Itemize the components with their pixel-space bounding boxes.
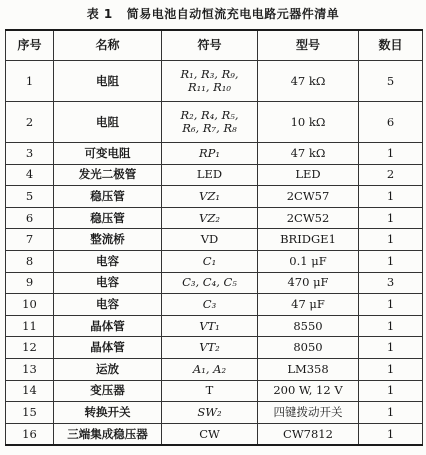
component-quantity: 1 <box>359 250 423 272</box>
component-quantity: 1 <box>359 186 423 208</box>
component-symbol: A₁, A₂ <box>162 358 258 380</box>
row-index: 10 <box>6 294 54 316</box>
component-name: 电阻 <box>54 61 162 102</box>
component-quantity: 2 <box>359 164 423 186</box>
component-quantity: 1 <box>359 380 423 402</box>
component-table <box>5 29 423 446</box>
row-index: 14 <box>6 380 54 402</box>
component-model: 0.1 μF <box>258 250 359 272</box>
symbol-line: R₆, R₇, R₈ <box>182 121 237 135</box>
table-row <box>6 164 423 186</box>
component-name: 电容 <box>54 272 162 294</box>
component-symbol: VT₂ <box>162 337 258 359</box>
component-model: 四键拨动开关 <box>258 402 359 424</box>
component-name: 稳压管 <box>54 186 162 208</box>
component-model: 10 kΩ <box>258 102 359 143</box>
component-model: 47 μF <box>258 294 359 316</box>
component-quantity: 5 <box>359 61 423 102</box>
header-quantity: 数目 <box>359 30 423 61</box>
row-index: 2 <box>6 102 54 143</box>
component-name: 整流桥 <box>54 229 162 251</box>
table-number: 表 1 <box>86 7 113 21</box>
component-symbol: C₁ <box>162 250 258 272</box>
row-index: 15 <box>6 402 54 424</box>
component-symbol: RP₁ <box>162 143 258 165</box>
component-model: 200 W, 12 V <box>258 380 359 402</box>
component-name: 电阻 <box>54 102 162 143</box>
row-index: 13 <box>6 358 54 380</box>
component-symbol: C₃, C₄, C₅ <box>162 272 258 294</box>
component-quantity: 6 <box>359 102 423 143</box>
table-row <box>6 380 423 402</box>
table-body <box>6 61 423 446</box>
table-caption <box>0 5 426 22</box>
component-name: 三端集成稳压器 <box>54 423 162 445</box>
component-quantity: 1 <box>359 294 423 316</box>
header-model: 型号 <box>258 30 359 61</box>
table-row <box>6 423 423 445</box>
component-symbol <box>162 61 258 102</box>
table-row <box>6 102 423 143</box>
table-row <box>6 402 423 424</box>
table-row <box>6 272 423 294</box>
table-row <box>6 229 423 251</box>
component-quantity: 1 <box>359 315 423 337</box>
component-model: BRIDGE1 <box>258 229 359 251</box>
component-name: 转换开关 <box>54 402 162 424</box>
row-index: 4 <box>6 164 54 186</box>
component-name: 变压器 <box>54 380 162 402</box>
table-row <box>6 358 423 380</box>
component-quantity: 1 <box>359 207 423 229</box>
table-title: 简易电池自动恒流充电电路元器件清单 <box>126 7 340 21</box>
component-name: 晶体管 <box>54 315 162 337</box>
component-model: LM358 <box>258 358 359 380</box>
header-name: 名称 <box>54 30 162 61</box>
header-index: 序号 <box>6 30 54 61</box>
table-row <box>6 337 423 359</box>
component-symbol <box>162 102 258 143</box>
component-symbol: VT₁ <box>162 315 258 337</box>
component-model: 47 kΩ <box>258 143 359 165</box>
component-name: 运放 <box>54 358 162 380</box>
row-index: 6 <box>6 207 54 229</box>
component-model: 470 μF <box>258 272 359 294</box>
component-name: 发光二极管 <box>54 164 162 186</box>
component-name: 可变电阻 <box>54 143 162 165</box>
symbol-line: R₁, R₃, R₉, <box>180 67 239 81</box>
component-model: LED <box>258 164 359 186</box>
component-name: 稳压管 <box>54 207 162 229</box>
component-model: 8050 <box>258 337 359 359</box>
row-index: 3 <box>6 143 54 165</box>
component-symbol: VZ₂ <box>162 207 258 229</box>
component-quantity: 1 <box>359 229 423 251</box>
row-index: 16 <box>6 423 54 445</box>
table-row <box>6 207 423 229</box>
component-name: 晶体管 <box>54 337 162 359</box>
table-row <box>6 61 423 102</box>
table-row <box>6 315 423 337</box>
component-name: 电容 <box>54 294 162 316</box>
component-model: 2CW52 <box>258 207 359 229</box>
component-quantity: 1 <box>359 358 423 380</box>
row-index: 7 <box>6 229 54 251</box>
component-symbol: SW₂ <box>162 402 258 424</box>
component-quantity: 1 <box>359 143 423 165</box>
component-quantity: 1 <box>359 337 423 359</box>
row-index: 1 <box>6 61 54 102</box>
table-row <box>6 186 423 208</box>
component-quantity: 1 <box>359 423 423 445</box>
table-row <box>6 143 423 165</box>
component-model: 2CW57 <box>258 186 359 208</box>
component-symbol: C₃ <box>162 294 258 316</box>
table-row <box>6 250 423 272</box>
table-header-row <box>6 30 423 61</box>
row-index: 9 <box>6 272 54 294</box>
component-name: 电容 <box>54 250 162 272</box>
component-symbol: LED <box>162 164 258 186</box>
symbol-line: R₁₁, R₁₀ <box>187 80 232 94</box>
component-symbol: VD <box>162 229 258 251</box>
component-symbol: VZ₁ <box>162 186 258 208</box>
symbol-line: R₂, R₄, R₅, <box>180 108 239 122</box>
component-symbol: T <box>162 380 258 402</box>
row-index: 8 <box>6 250 54 272</box>
row-index: 11 <box>6 315 54 337</box>
row-index: 5 <box>6 186 54 208</box>
component-symbol: CW <box>162 423 258 445</box>
component-model: 47 kΩ <box>258 61 359 102</box>
row-index: 12 <box>6 337 54 359</box>
header-symbol: 符号 <box>162 30 258 61</box>
component-quantity: 1 <box>359 402 423 424</box>
component-model: 8550 <box>258 315 359 337</box>
component-model: CW7812 <box>258 423 359 445</box>
table-row <box>6 294 423 316</box>
component-quantity: 3 <box>359 272 423 294</box>
